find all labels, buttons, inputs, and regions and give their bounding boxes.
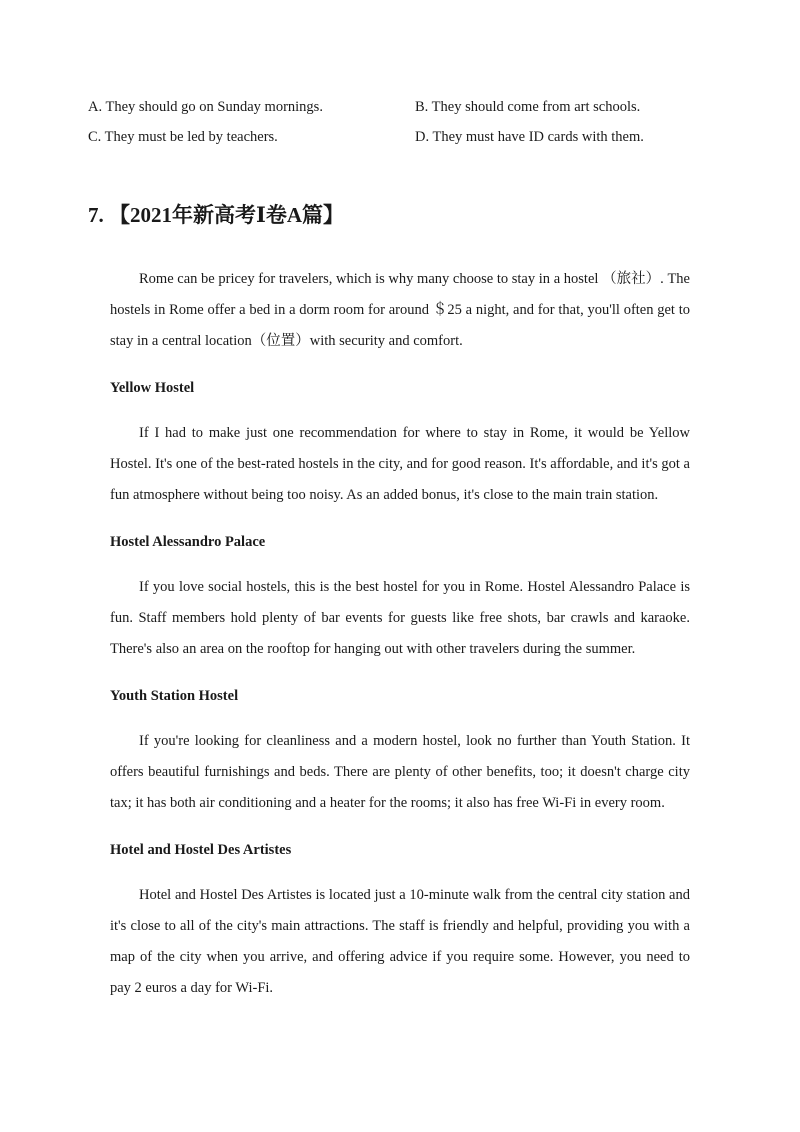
intro-paragraph: Rome can be pricey for travelers, which is why many choose to stay in a hostel （旅社）. The hostels in Rome offer a bed in a dorm room for around ＄25 a night, and for that, you'll often get to stay in a central location（位置）with security and comfort. — [110, 271, 690, 349]
answer-options — [88, 97, 728, 157]
article — [110, 264, 690, 1004]
hostel-heading-yellow: Yellow Hostel — [110, 380, 195, 396]
hostel-paragraph-alessandro: If you love social hostels, this is the best hostel for you in Rome. Hostel Alessandro Palace is fun. Staff members hold plenty of bar events for guests like free shots, bar crawls and karaoke. There's also an area on the rooftop for hanging out with other travelers during the summer. — [110, 579, 690, 657]
hostel-heading-des-artistes: Hotel and Hostel Des Artistes — [110, 842, 292, 858]
section-title: 7. 【2021年新高考Ⅰ卷A篇】 — [88, 203, 344, 227]
option-d: D. They must have ID cards with them. — [415, 129, 644, 145]
hostel-paragraph-youth-station: If you're looking for cleanliness and a modern hostel, look no further than Youth Station. It offers beautiful furnishings and beds. There are plenty of other benefits, too; it doesn't charge city tax; it has both air conditioning and a heater for the rooms; it also has free Wi-Fi in every room. — [110, 733, 690, 811]
hostel-paragraph-des-artistes: Hotel and Hostel Des Artistes is located just a 10-minute walk from the central city station and it's close to all of the city's main attractions. The staff is friendly and helpful, providing you with a map of the city when you arrive, and offering advice if you require some. However, you need to pay 2 euros a day for Wi-Fi. — [110, 887, 690, 996]
option-a: A. They should go on Sunday mornings. — [88, 99, 323, 115]
hostel-heading-youth-station: Youth Station Hostel — [110, 688, 239, 704]
option-c: C. They must be led by teachers. — [88, 129, 278, 145]
options-row-1 — [88, 97, 728, 127]
options-row-2 — [88, 127, 728, 157]
hostel-paragraph-yellow: If I had to make just one recommendation for where to stay in Rome, it would be Yellow Hostel. It's one of the best-rated hostels in the city, and for good reason. It's affordable, and it's got a fun atmosphere without being too noisy. As an added bonus, it's close to the main train station. — [110, 425, 690, 503]
option-b: B. They should come from art schools. — [415, 99, 641, 115]
hostel-heading-alessandro: Hostel Alessandro Palace — [110, 534, 266, 550]
